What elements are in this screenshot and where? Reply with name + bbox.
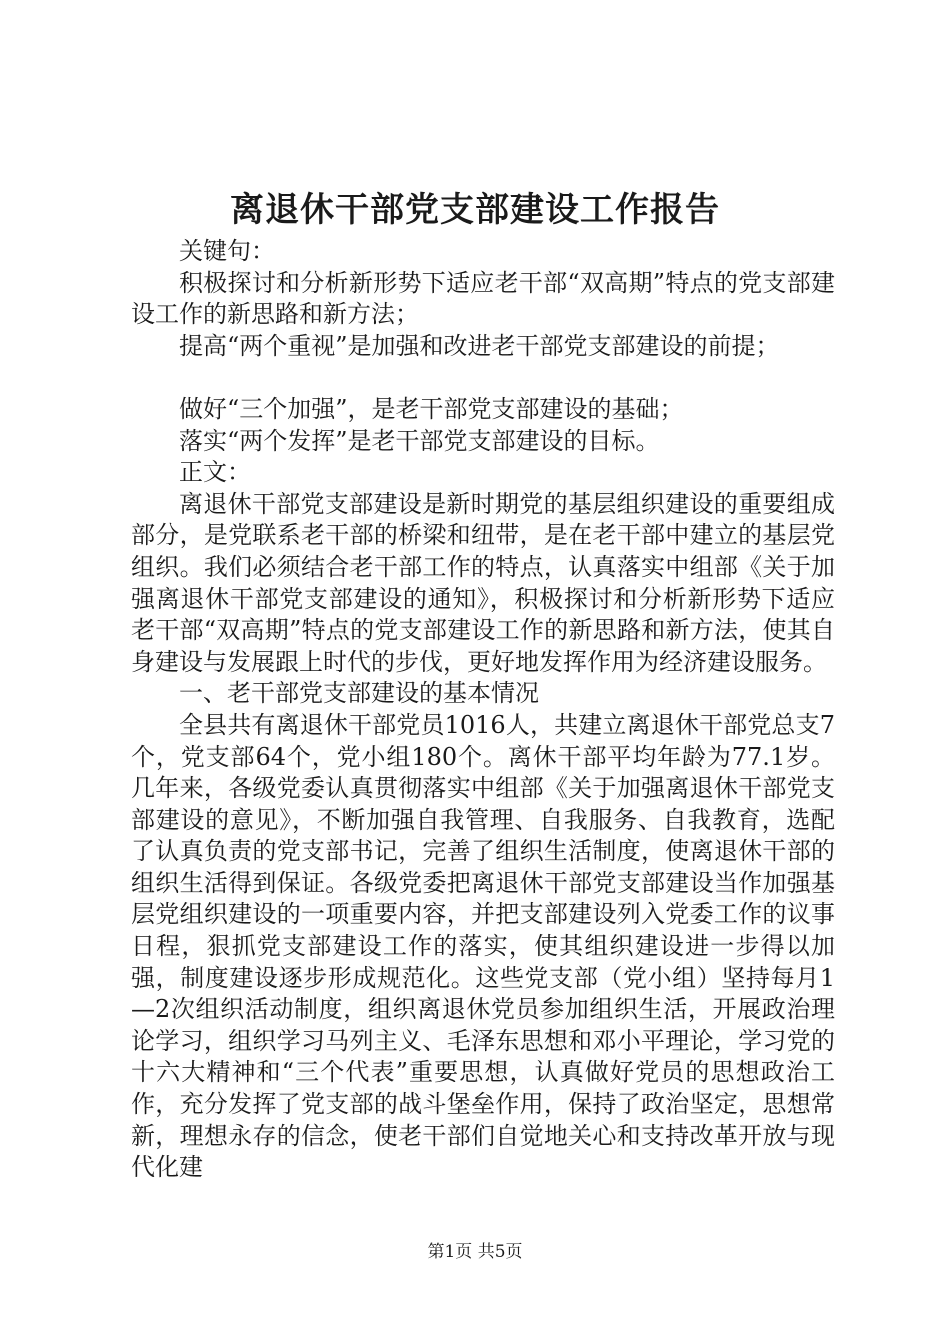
body-paragraph: 离退休干部党支部建设是新时期党的基层组织建设的重要组成部分，是党联系老干部的桥梁和纽带，是在老干部中建立的基层党组织。我们必须结合老干部工作的特点，认真落实中组部《关于加强离退休干部党支部建设的通知》，积极探讨和分析新形势下适应老干部“双高期”特点的党支部建设工作的新思路和新方法，使其自身建设与发展跟上时代的步伐，更好地发挥作用为经济建设服务。 xyxy=(131,489,835,676)
keyword-sentence: 提高“两个重视”是加强和改进老干部党支部建设的前提； xyxy=(179,331,780,360)
section-heading: 一、老干部党支部建设的基本情况 xyxy=(179,679,539,708)
body-heading: 正文： xyxy=(179,458,251,487)
keywords-heading: 关键句： xyxy=(179,237,275,265)
keyword-sentence: 落实“两个发挥”是老干部党支部建设的目标。 xyxy=(179,426,660,455)
keyword-sentence: 积极探讨和分析新形势下适应老干部“双高期”特点的党支部建设工作的新思路和新方法； xyxy=(131,268,835,329)
page-title: 离退休干部党支部建设工作报告 xyxy=(230,190,720,230)
keyword-sentence: 做好“三个加强”，是老干部党支部建设的基础； xyxy=(179,394,684,423)
body-paragraph: 全县共有离退休干部党员1016人，共建立离退休干部党总支7个，党支部64个，党小组180个。离休干部平均年龄为77.1岁。几年来，各级党委认真贯彻落实中组部《关于加强离退休干部党支部建设的意见》，不断加强自我管理、自我服务、自我教育，选配了认真负责的党支部书记，完善了组织生活制度，使离退休干部的组织生活得到保证。各级党委把离退休干部党支部建设当作加强基层党组织建设的一项重要内容，并把支部建设列入党委工作的议事日程，狠抓党支部建设工作的落实，使其组织建设进一步得以加强，制度建设逐步形成规范化。这些党支部（党小组）坚持每月1—2次组织活动制度，组织离退休党员参加组织生活，开展政治理论学习，组织学习马列主义、毛泽东思想和邓小平理论，学习党的十六大精神和“三个代表”重要思想，认真做好党员的思想政治工作，充分发挥了党支部的战斗堡垒作用，保持了政治坚定，思想常新，理想永存的信念，使老干部们自觉地关心和支持改革开放与现代化建 xyxy=(131,710,835,1182)
page-footer: 第1页 共5页 xyxy=(427,1242,523,1262)
document-body xyxy=(131,236,835,1184)
